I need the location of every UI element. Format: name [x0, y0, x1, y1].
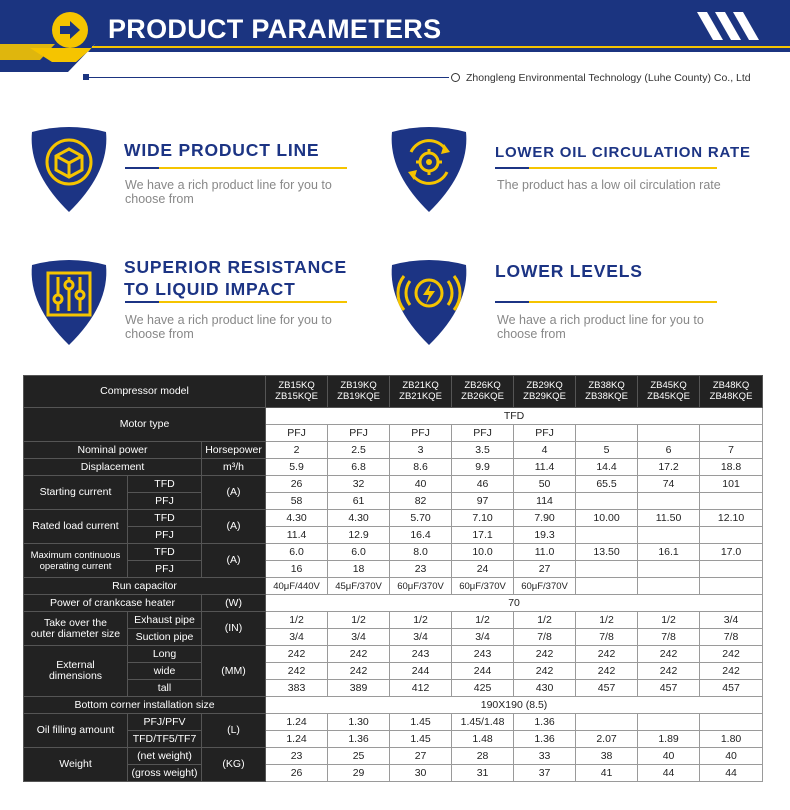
table-value-cell: 40	[390, 476, 452, 493]
crankcase-heater-label: Power of crankcase heater	[24, 595, 202, 612]
table-value-cell: 1.30	[328, 714, 390, 731]
feature-title: WIDE PRODUCT LINE	[124, 140, 320, 160]
table-value-cell: 1/2	[328, 612, 390, 629]
table-row	[24, 595, 763, 612]
gear-cycle-icon	[384, 122, 474, 212]
table-value-cell: 243	[452, 646, 514, 663]
table-row	[24, 527, 763, 544]
table-row	[24, 476, 763, 493]
table-value-cell: 16.4	[390, 527, 452, 544]
table-value-cell: 11.4	[514, 459, 576, 476]
table-row	[24, 646, 763, 663]
table-value-cell: 14.4	[576, 459, 638, 476]
table-value-cell	[576, 493, 638, 510]
table-value-cell: 6	[638, 442, 700, 459]
table-value-cell: 1/2	[576, 612, 638, 629]
bullet-circle-icon	[451, 73, 460, 82]
table-value-cell: 40	[700, 748, 763, 765]
table-value-cell: PFJ	[328, 425, 390, 442]
feature-title: SUPERIOR RESISTANCE TO LIQUID IMPACT	[124, 257, 347, 299]
table-value-cell: 3/4	[390, 629, 452, 646]
feature-lower-levels	[384, 255, 764, 350]
table-value-cell: 60μF/370V	[514, 578, 576, 595]
compressor-model-label: Compressor model	[24, 376, 266, 408]
table-value-cell	[700, 425, 763, 442]
table-row	[24, 663, 763, 680]
table-value-cell: 1.45/1.48	[452, 714, 514, 731]
feature-title: LOWER LEVELS	[495, 261, 643, 281]
unit-kg: (KG)	[202, 748, 266, 782]
table-value-cell: 24	[452, 561, 514, 578]
table-row	[24, 376, 763, 408]
table-value-cell	[700, 714, 763, 731]
table-value-cell: 7.10	[452, 510, 514, 527]
tall-label: tall	[128, 680, 202, 697]
table-value-cell	[638, 493, 700, 510]
table-row	[24, 714, 763, 731]
table-value-cell: 12.10	[700, 510, 763, 527]
table-value-cell: 7.90	[514, 510, 576, 527]
table-value-cell: 4	[514, 442, 576, 459]
table-value-cell	[576, 578, 638, 595]
table-value-cell: 26	[266, 476, 328, 493]
pfj-label: PFJ	[128, 527, 202, 544]
table-value-cell: 242	[328, 663, 390, 680]
table-value-cell: 383	[266, 680, 328, 697]
table-value-cell: 242	[266, 646, 328, 663]
table-value-cell: 5.9	[266, 459, 328, 476]
table-value-cell: 425	[452, 680, 514, 697]
oil-pfj-label: PFJ/PFV	[128, 714, 202, 731]
table-value-cell: 412	[390, 680, 452, 697]
table-value-cell: 7/8	[576, 629, 638, 646]
table-value-cell: 242	[576, 663, 638, 680]
table-value-cell: 1.24	[266, 731, 328, 748]
feature-lower-oil-circulation	[384, 122, 764, 217]
external-dimensions-label: External dimensions	[24, 646, 128, 697]
unit-in: (IN)	[202, 612, 266, 646]
rated-load-label: Rated load current	[24, 510, 128, 544]
oil-filling-label: Oil filling amount	[24, 714, 128, 748]
table-value-cell: 30	[390, 765, 452, 782]
table-value-cell: 5	[576, 442, 638, 459]
max-continuous-label: Maximum continuous operating current	[24, 544, 128, 578]
model-header-cell: ZB48KQ ZB48KQE	[700, 376, 763, 408]
model-header-cell: ZB15KQ ZB15KQE	[266, 376, 328, 408]
table-value-cell: 3/4	[452, 629, 514, 646]
company-name: Zhongleng Environmental Technology (Luhe County) Co., Ltd	[466, 72, 751, 84]
table-value-cell: 242	[638, 646, 700, 663]
table-value-cell	[576, 561, 638, 578]
table-value-cell: 1/2	[452, 612, 514, 629]
suction-pipe-label: Suction pipe	[128, 629, 202, 646]
pfj-label: PFJ	[128, 561, 202, 578]
table-value-cell: 8.0	[390, 544, 452, 561]
table-value-cell: 61	[328, 493, 390, 510]
model-header-cell: ZB21KQ ZB21KQE	[390, 376, 452, 408]
table-value-cell: PFJ	[452, 425, 514, 442]
starting-current-label: Starting current	[24, 476, 128, 510]
feature-description: We have a rich product line for you to choose from	[497, 313, 704, 341]
box-icon	[24, 122, 114, 212]
table-value-cell	[638, 714, 700, 731]
table-value-cell: 1/2	[390, 612, 452, 629]
spec-table	[23, 375, 763, 782]
table-row	[24, 510, 763, 527]
table-value-cell: 41	[576, 765, 638, 782]
weight-label: Weight	[24, 748, 128, 782]
feature-underline	[495, 301, 717, 303]
unit-w: (W)	[202, 595, 266, 612]
table-value-cell: 1.45	[390, 731, 452, 748]
table-value-cell: 1/2	[638, 612, 700, 629]
table-value-cell: 17.1	[452, 527, 514, 544]
table-value-cell: 11.50	[638, 510, 700, 527]
long-label: Long	[128, 646, 202, 663]
run-capacitor-label: Run capacitor	[24, 578, 266, 595]
table-value-cell: 242	[514, 646, 576, 663]
table-value-cell: 25	[328, 748, 390, 765]
table-value-cell: 114	[514, 493, 576, 510]
table-value-cell: PFJ	[390, 425, 452, 442]
table-value-cell: 40	[638, 748, 700, 765]
spec-table-body	[24, 376, 763, 782]
table-row	[24, 459, 763, 476]
table-value-cell: 7/8	[514, 629, 576, 646]
table-value-cell	[638, 527, 700, 544]
sliders-icon	[24, 255, 114, 345]
wide-label: wide	[128, 663, 202, 680]
motor-type-label: Motor type	[24, 408, 266, 442]
table-value-cell: 6.0	[266, 544, 328, 561]
table-value-cell: 50	[514, 476, 576, 493]
net-weight-label: (net weight)	[128, 748, 202, 765]
table-value-cell: 7	[700, 442, 763, 459]
tfd-label: TFD	[128, 510, 202, 527]
feature-description: The product has a low oil circulation rate	[497, 178, 721, 192]
table-value-cell: 457	[576, 680, 638, 697]
table-value-cell: 3	[390, 442, 452, 459]
table-value-cell: 18	[328, 561, 390, 578]
table-value-cell: 13.50	[576, 544, 638, 561]
table-row	[24, 612, 763, 629]
table-value-cell: 3/4	[700, 612, 763, 629]
table-value-cell: 244	[452, 663, 514, 680]
table-value-cell: 243	[390, 646, 452, 663]
table-value-cell: 2	[266, 442, 328, 459]
tfd-label: TFD	[128, 544, 202, 561]
table-value-cell: 23	[266, 748, 328, 765]
feature-underline	[495, 167, 717, 169]
model-header-cell: ZB29KQ ZB29KQE	[514, 376, 576, 408]
feature-wide-product-line	[24, 122, 364, 217]
table-value-cell: 10.0	[452, 544, 514, 561]
table-value-cell	[638, 561, 700, 578]
table-row	[24, 493, 763, 510]
table-value-cell: 1/2	[514, 612, 576, 629]
table-value-cell: 23	[390, 561, 452, 578]
sound-bolt-icon	[384, 255, 474, 345]
table-value-cell: 27	[514, 561, 576, 578]
table-value-cell	[576, 527, 638, 544]
table-value-cell: 44	[638, 765, 700, 782]
nominal-power-label: Nominal power	[24, 442, 202, 459]
table-value-cell: 46	[452, 476, 514, 493]
table-value-cell	[576, 714, 638, 731]
arrow-right-icon	[52, 12, 88, 48]
table-value-cell: 101	[700, 476, 763, 493]
table-value-cell: 10.00	[576, 510, 638, 527]
table-row	[24, 408, 763, 425]
table-row	[24, 697, 763, 714]
table-value-cell: 38	[576, 748, 638, 765]
table-row	[24, 578, 763, 595]
table-value-cell	[700, 561, 763, 578]
table-value-cell: 16.1	[638, 544, 700, 561]
stripes-logo-icon	[693, 10, 763, 42]
displacement-label: Displacement	[24, 459, 202, 476]
table-value-cell: 1.45	[390, 714, 452, 731]
table-value-cell: 11.0	[514, 544, 576, 561]
table-value-cell: 7/8	[700, 629, 763, 646]
oil-tfd-label: TFD/TF5/TF7	[128, 731, 202, 748]
table-row	[24, 748, 763, 765]
gross-weight-label: (gross weight)	[128, 765, 202, 782]
table-value-cell: PFJ	[514, 425, 576, 442]
table-value-cell: 29	[328, 765, 390, 782]
feature-underline	[125, 301, 347, 303]
table-value-cell: 1/2	[266, 612, 328, 629]
table-value-cell: 389	[328, 680, 390, 697]
table-value-cell: 4.30	[266, 510, 328, 527]
tfd-label: TFD	[128, 476, 202, 493]
table-row	[24, 731, 763, 748]
table-value-cell: 28	[452, 748, 514, 765]
table-row	[24, 544, 763, 561]
table-row	[24, 629, 763, 646]
table-value-cell: 33	[514, 748, 576, 765]
table-value-cell: 12.9	[328, 527, 390, 544]
table-value-cell: 2.5	[328, 442, 390, 459]
table-value-cell: 45μF/370V	[328, 578, 390, 595]
model-header-cell: ZB19KQ ZB19KQE	[328, 376, 390, 408]
table-value-cell: 1.24	[266, 714, 328, 731]
pfj-label: PFJ	[128, 493, 202, 510]
table-row	[24, 680, 763, 697]
table-value-cell: 1.48	[452, 731, 514, 748]
table-value-cell: 242	[514, 663, 576, 680]
table-value-cell: 6.8	[328, 459, 390, 476]
table-value-cell: 242	[700, 646, 763, 663]
table-value-cell: 40μF/440V	[266, 578, 328, 595]
divider-line	[85, 77, 449, 78]
table-value-cell	[700, 527, 763, 544]
table-value-cell: 242	[266, 663, 328, 680]
feature-liquid-impact	[24, 255, 374, 350]
table-row	[24, 442, 763, 459]
pipe-size-label: Take over the outer diameter size	[24, 612, 128, 646]
feature-underline	[125, 167, 347, 169]
unit-mm: (MM)	[202, 646, 266, 697]
model-header-cell: ZB26KQ ZB26KQE	[452, 376, 514, 408]
bottom-install-label: Bottom corner installation size	[24, 697, 266, 714]
table-value-cell	[700, 493, 763, 510]
table-value-cell	[700, 578, 763, 595]
table-value-cell: PFJ	[266, 425, 328, 442]
table-value-cell: 6.0	[328, 544, 390, 561]
unit-a: (A)	[202, 544, 266, 578]
exhaust-pipe-label: Exhaust pipe	[128, 612, 202, 629]
table-value-cell: 17.0	[700, 544, 763, 561]
table-value-cell: 1.36	[514, 714, 576, 731]
table-value-cell: 457	[700, 680, 763, 697]
table-value-cell: 31	[452, 765, 514, 782]
table-value-cell: 65.5	[576, 476, 638, 493]
table-value-cell: 9.9	[452, 459, 514, 476]
model-header-cell: ZB45KQ ZB45KQE	[638, 376, 700, 408]
table-value-cell: 2.07	[576, 731, 638, 748]
table-value-cell: 11.4	[266, 527, 328, 544]
feature-description: We have a rich product line for you to choose from	[125, 178, 332, 206]
table-value-cell: 4.30	[328, 510, 390, 527]
table-value-cell: 3/4	[328, 629, 390, 646]
displacement-unit: m³/h	[202, 459, 266, 476]
table-value-cell: 97	[452, 493, 514, 510]
table-value-cell: 82	[390, 493, 452, 510]
unit-a: (A)	[202, 510, 266, 544]
table-value-cell: 19.3	[514, 527, 576, 544]
table-value-cell: 1.36	[514, 731, 576, 748]
table-value-cell: 242	[700, 663, 763, 680]
table-value-cell: 244	[390, 663, 452, 680]
horsepower-unit: Horsepower	[202, 442, 266, 459]
unit-a: (A)	[202, 476, 266, 510]
page-title: PRODUCT PARAMETERS	[108, 14, 442, 44]
table-value-cell: 18.8	[700, 459, 763, 476]
table-value-cell: 5.70	[390, 510, 452, 527]
table-row	[24, 561, 763, 578]
header-banner	[0, 0, 790, 72]
table-value-cell: 8.6	[390, 459, 452, 476]
table-value-cell: 242	[576, 646, 638, 663]
table-value-cell: 27	[390, 748, 452, 765]
table-value-cell	[576, 425, 638, 442]
table-value-cell: 3/4	[266, 629, 328, 646]
table-value-cell: 242	[328, 646, 390, 663]
table-value-cell: 60μF/370V	[452, 578, 514, 595]
table-value-cell: 7/8	[638, 629, 700, 646]
table-value-cell: 74	[638, 476, 700, 493]
table-value-cell: 1.89	[638, 731, 700, 748]
table-value-cell: 3.5	[452, 442, 514, 459]
table-value-cell: 37	[514, 765, 576, 782]
table-value-cell: 44	[700, 765, 763, 782]
table-value-cell: 1.36	[328, 731, 390, 748]
table-row	[24, 765, 763, 782]
table-value-cell	[638, 425, 700, 442]
table-value-cell: 17.2	[638, 459, 700, 476]
table-value-cell: 430	[514, 680, 576, 697]
model-header-cell: ZB38KQ ZB38KQE	[576, 376, 638, 408]
unit-l: (L)	[202, 714, 266, 748]
bottom-install-value: 190X190 (8.5)	[266, 697, 763, 714]
table-value-cell	[638, 578, 700, 595]
table-value-cell: 1.80	[700, 731, 763, 748]
feature-description: We have a rich product line for you to choose from	[125, 313, 332, 341]
feature-title: LOWER OIL CIRCULATION RATE	[495, 144, 751, 161]
table-value-cell: 58	[266, 493, 328, 510]
table-value-cell: 457	[638, 680, 700, 697]
table-value-cell: 32	[328, 476, 390, 493]
table-value-cell: 16	[266, 561, 328, 578]
table-value-cell: 60μF/370V	[390, 578, 452, 595]
crankcase-value: 70	[266, 595, 763, 612]
motor-type-tfd: TFD	[266, 408, 763, 425]
table-value-cell: 242	[638, 663, 700, 680]
table-value-cell: 26	[266, 765, 328, 782]
